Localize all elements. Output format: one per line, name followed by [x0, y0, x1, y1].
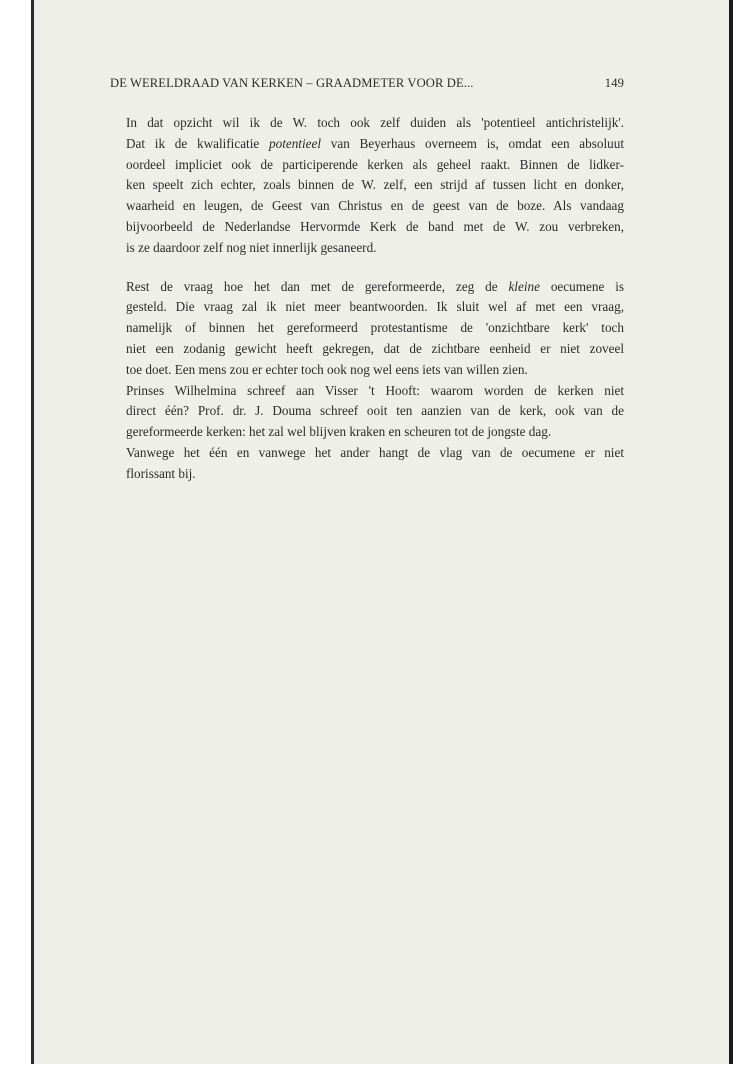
text-line: niet een zodanig gewicht heeft gekregen, dat de zichtbare eenheid er niet zoveel — [126, 340, 624, 356]
scan-edge-right — [729, 0, 733, 1064]
text-line: is ze daardoor zelf nog niet innerlijk gesaneerd. — [126, 239, 377, 255]
text-line: Vanwege het één en vanwege het ander hangt de vlag van de oecumene er niet — [126, 444, 624, 460]
text-line: oordeel impliciet ook de participerende kerken als geheel raakt. Binnen de lidker- — [126, 156, 624, 172]
text-line: toe doet. Een mens zou er echter toch ook nog wel eens iets van willen zien. — [126, 361, 528, 377]
running-header — [110, 76, 624, 94]
running-title: DE WERELDRAAD VAN KERKEN – GRAADMETER VOOR DE... — [110, 76, 474, 90]
paragraph-4 — [110, 443, 624, 485]
text-line: Rest de vraag hoe het dan met de gereformeerde, zeg de kleine oecumene is — [126, 278, 624, 294]
text-line: florissant bij. — [126, 465, 196, 481]
body-text — [110, 113, 624, 485]
text-line: In dat opzicht wil ik de W. toch ook zelf duiden als 'potentieel antichristelijk'. — [126, 115, 624, 130]
italic-term: kleine — [508, 278, 540, 294]
paragraph-2 — [110, 277, 624, 381]
text-line: gesteld. Die vraag zal ik niet meer beantwoorden. Ik sluit wel af met een vraag, — [126, 299, 624, 315]
text-line: Dat ik de kwalificatie potentieel van Beyerhaus overneem is, omdat een absoluut — [126, 135, 624, 151]
paragraph-1 — [110, 113, 624, 259]
scan-edge-left — [31, 0, 34, 1064]
text-line: ken speelt zich echter, zoals binnen de W. zelf, een strijd af tussen licht en donker, — [126, 177, 624, 193]
text-line: Prinses Wilhelmina schreef aan Visser 't Hooft: waarom worden de kerken niet — [126, 382, 624, 398]
page-number: 149 — [604, 76, 624, 90]
text-line: bijvoorbeeld de Nederlandse Hervormde Kerk de band met de W. zou verbreken, — [126, 218, 624, 234]
text-line: direct één? Prof. dr. J. Douma schreef ooit ten aanzien van de kerk, ook van de — [126, 403, 624, 419]
italic-term: potentieel — [269, 135, 321, 151]
text-line: gereformeerde kerken: het zal wel blijven kraken en scheuren tot de jongste dag. — [126, 424, 552, 440]
text-line: waarheid en leugen, de Geest van Christus en de geest van de boze. Als vandaag — [126, 198, 624, 214]
text-line: namelijk of binnen het gereformeerd protestantisme de 'onzichtbare kerk' toch — [126, 320, 624, 336]
paragraph-3 — [110, 381, 624, 443]
